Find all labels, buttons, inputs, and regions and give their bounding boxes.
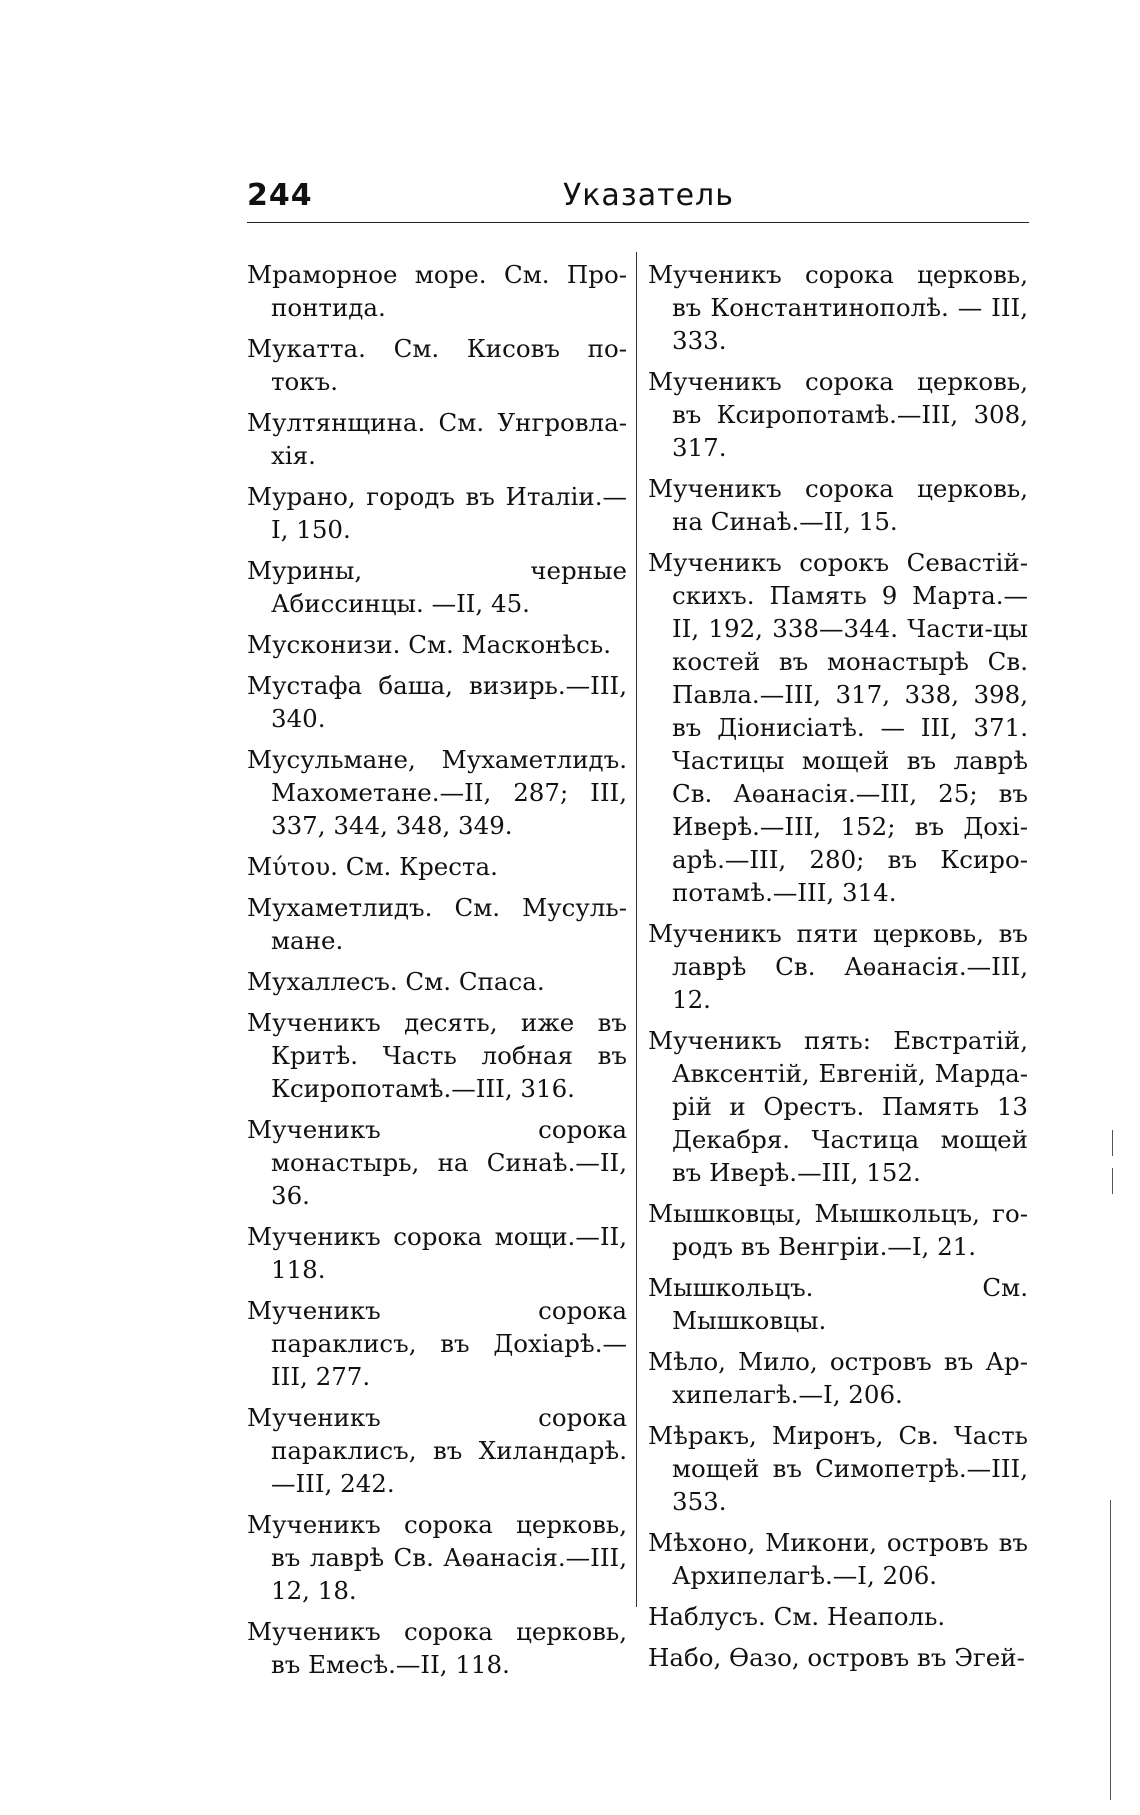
index-entry: Наблусъ. См. Неаполь. — [648, 1602, 946, 1631]
index-entry: Мышковцы, Мышкольцъ, го-родъ въ Венгріи.—I, 21. — [648, 1199, 1028, 1261]
index-entry: Мултянщина. См. Унгровла-хія. — [247, 408, 627, 470]
index-entry: Мученикъ сорокъ Севастій-скихъ. Память 9 Марта.— II, 192, 338—344. Части-цы костей въ монастырѣ Св. Павла.—III, 317, 338, 398, въ Діонисіатѣ. — III, 371. Частицы мощей въ лаврѣ Св. Аѳанасія.—III, 25; въ Иверѣ.—III, 152; въ Дохі-арѣ.—III, 280; въ Ксиро-потамѣ.—III, 314. — [648, 548, 1028, 907]
index-entry: Мраморное море. См. Про-понтида. — [247, 260, 627, 322]
index-entry: Мѣло, Мило, островъ въ Ар-хипелагѣ.—I, 206. — [648, 1347, 1028, 1409]
left-index-column — [247, 258, 627, 1689]
index-entry: Мученикъ сорока церковь, на Синаѣ.—II, 15. — [648, 474, 1028, 536]
index-entry: Мухаметлидъ. См. Мусуль-мане. — [247, 893, 627, 955]
index-entry: Набо, Ѳазо, островъ въ Эгей- — [648, 1643, 1025, 1672]
header-rule — [247, 222, 1029, 223]
index-entry: Мученикъ сорока церковь, въ Ксиропотамѣ.—III, 308, 317. — [648, 367, 1028, 462]
index-entry: Μύτου. См. Креста. — [247, 852, 498, 881]
index-entry: Мученикъ пять: Евстратій, Авксентій, Евгеній, Марда-рій и Орестъ. Память 13 Декабря. Частица мощей въ Иверѣ.—III, 152. — [648, 1026, 1028, 1187]
index-entry: Мусконизи. См. Масконѣсь. — [247, 630, 612, 659]
index-entry: Мукатта. См. Кисовъ по-токъ. — [247, 334, 627, 396]
index-entry: Мученикъ сорока церковь, въ Константинополѣ. — III, 333. — [648, 260, 1028, 355]
index-entry: Мѣракъ, Миронъ, Св. Часть мощей въ Симопетрѣ.—III, 353. — [648, 1421, 1028, 1516]
index-entry: Мученикъ пяти церковь, въ лаврѣ Св. Аѳанасія.—III, 12. — [648, 919, 1028, 1014]
index-entry: Мухаллесъ. См. Спаса. — [247, 967, 545, 996]
index-entry: Мусульмане, Мухаметлидъ. Махометане.—II, 287; III, 337, 344, 348, 349. — [247, 745, 627, 840]
index-entry: Мученикъ сорока церковь, въ Емесѣ.—II, 118. — [247, 1617, 627, 1679]
column-divider — [636, 252, 637, 1607]
index-entry: Мустафа баша, визирь.—III, 340. — [247, 671, 627, 733]
index-entry: Мѣхоно, Микони, островъ въ Архипелагѣ.—I, 206. — [648, 1528, 1028, 1590]
index-entry: Мышкольцъ. См. Мышковцы. — [648, 1273, 1028, 1335]
margin-scan-mark — [1112, 1130, 1113, 1156]
page-header — [247, 178, 1027, 222]
page-number: 244 — [247, 178, 313, 213]
index-entry: Мурано, городъ въ Италіи.— I, 150. — [247, 482, 627, 544]
index-entry: Мученикъ сорока параклисъ, въ Дохіарѣ.—III, 277. — [247, 1296, 627, 1391]
index-entry: Мурины, черные Абиссинцы. —II, 45. — [247, 556, 627, 618]
index-entry: Мученикъ сорока монастырь, на Синаѣ.—II, 36. — [247, 1115, 627, 1210]
margin-scan-mark — [1112, 1168, 1113, 1194]
right-index-column — [648, 258, 1028, 1682]
margin-scan-mark — [1110, 1500, 1111, 1800]
index-entry: Мученикъ сорока церковь, въ лаврѣ Св. Аѳанасія.—III, 12, 18. — [247, 1510, 627, 1605]
index-entry: Мученикъ сорока параклисъ, въ Хиландарѣ.—III, 242. — [247, 1403, 627, 1498]
index-entry: Мученикъ десять, иже въ Критѣ. Часть лобная въ Ксиропотамѣ.—III, 316. — [247, 1008, 627, 1103]
index-entry: Мученикъ сорока мощи.—II, 118. — [247, 1222, 627, 1284]
running-title: Указатель — [563, 178, 734, 213]
